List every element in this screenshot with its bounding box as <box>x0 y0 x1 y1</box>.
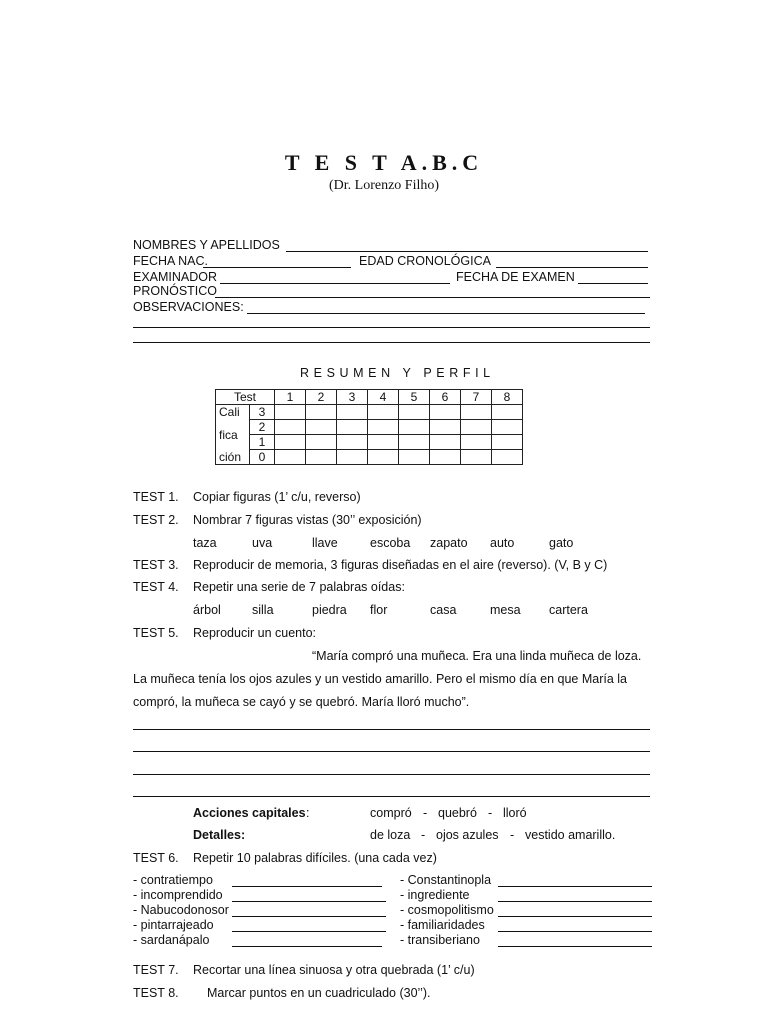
test-5-label: TEST 5. <box>133 626 179 640</box>
score-cell[interactable] <box>461 435 492 450</box>
answer-line[interactable] <box>133 751 650 752</box>
score-row-label: fica <box>216 420 250 450</box>
label-observaciones: OBSERVACIONES: <box>133 300 244 314</box>
answer-line[interactable] <box>232 946 382 947</box>
score-value: 0 <box>250 450 275 465</box>
label-fecha-examen: FECHA DE EXAMEN <box>456 270 575 284</box>
score-cell[interactable] <box>306 450 337 465</box>
test-5-story-line: “María compró una muñeca. Era una linda muñeca de loza. <box>312 649 642 663</box>
score-cell[interactable] <box>430 405 461 420</box>
answer-line[interactable] <box>133 796 650 797</box>
answer-line[interactable] <box>498 946 652 947</box>
test-6-word: - contratiempo <box>133 873 213 887</box>
test-2-word: uva <box>252 536 273 550</box>
answer-line[interactable] <box>498 931 652 932</box>
score-value: 2 <box>250 420 275 435</box>
acciones-separator: - <box>423 806 428 820</box>
score-cell[interactable] <box>492 435 523 450</box>
test-7-label: TEST 7. <box>133 963 179 977</box>
acciones-item: quebró <box>438 806 477 820</box>
score-table-header-test: Test <box>216 390 275 405</box>
score-cell[interactable] <box>368 450 399 465</box>
test-2-word: gato <box>549 536 574 550</box>
score-cell[interactable] <box>430 420 461 435</box>
answer-line[interactable] <box>232 901 386 902</box>
test-6-word: - incomprendido <box>133 888 223 902</box>
label-edad: EDAD CRONOLÓGICA <box>359 254 491 268</box>
detalles-separator: - <box>510 828 515 842</box>
acciones-separator: - <box>488 806 493 820</box>
score-cell[interactable] <box>399 450 430 465</box>
score-value: 1 <box>250 435 275 450</box>
test-1-label: TEST 1. <box>133 490 179 504</box>
score-cell[interactable] <box>306 420 337 435</box>
acciones-colon: : <box>306 806 310 820</box>
score-col-header: 7 <box>461 390 492 405</box>
test-4-word: piedra <box>312 603 347 617</box>
field-observaciones[interactable] <box>247 313 645 314</box>
answer-line[interactable] <box>232 931 386 932</box>
test-4-word: árbol <box>193 603 221 617</box>
answer-line[interactable] <box>232 886 382 887</box>
score-cell[interactable] <box>275 405 306 420</box>
score-cell[interactable] <box>461 450 492 465</box>
score-cell[interactable] <box>337 405 368 420</box>
score-cell[interactable] <box>461 420 492 435</box>
score-cell[interactable] <box>461 405 492 420</box>
test-8-text: Marcar puntos en un cuadriculado (30’’). <box>207 986 431 1000</box>
label-pronostico: PRONÓSTICO <box>133 284 218 298</box>
score-cell[interactable] <box>368 435 399 450</box>
document-title: T E S T A.B.C <box>284 150 484 175</box>
answer-line[interactable] <box>133 729 650 730</box>
score-cell[interactable] <box>337 435 368 450</box>
score-table <box>215 389 523 465</box>
test-2-word: zapato <box>430 536 468 550</box>
score-cell[interactable] <box>368 405 399 420</box>
score-cell[interactable] <box>306 405 337 420</box>
field-pronostico[interactable] <box>215 297 650 298</box>
acciones-label: Acciones capitales <box>193 806 306 820</box>
test-1-text: Copiar figuras (1’ c/u, reverso) <box>193 490 361 504</box>
score-cell[interactable] <box>275 435 306 450</box>
test-4-word: mesa <box>490 603 521 617</box>
test-2-label: TEST 2. <box>133 513 179 527</box>
score-col-header: 2 <box>306 390 337 405</box>
test-4-word: casa <box>430 603 457 617</box>
test-2-word: escoba <box>370 536 411 550</box>
answer-line[interactable] <box>498 886 652 887</box>
test-3-text: Reproducir de memoria, 3 figuras diseñadas en el aire (reverso). (V, B y C) <box>193 558 608 572</box>
answer-line[interactable] <box>232 916 386 917</box>
field-fecha-nac[interactable] <box>203 267 351 268</box>
test-6-label: TEST 6. <box>133 851 179 865</box>
score-row-label: Cali <box>216 405 250 420</box>
test-6-word: - ingrediente <box>400 888 470 902</box>
detalles-separator: - <box>421 828 426 842</box>
detalles-label: Detalles: <box>193 828 246 842</box>
score-cell[interactable] <box>492 405 523 420</box>
test-6-word: - familiaridades <box>400 918 485 932</box>
score-cell[interactable] <box>275 450 306 465</box>
test-4-word: flor <box>370 603 388 617</box>
acciones-item: compró <box>370 806 412 820</box>
test-4-label: TEST 4. <box>133 580 179 594</box>
test-2-word: llave <box>312 536 338 550</box>
field-edad[interactable] <box>496 267 648 268</box>
field-nombres[interactable] <box>286 251 648 252</box>
score-col-header: 3 <box>337 390 368 405</box>
test-7-text: Recortar una línea sinuosa y otra quebrada (1’ c/u) <box>193 963 475 977</box>
test-6-word: - transiberiano <box>400 933 480 947</box>
field-examinador[interactable] <box>220 283 450 284</box>
test-6-text: Repetir 10 palabras difíciles. (una cada vez) <box>193 851 437 865</box>
score-value: 3 <box>250 405 275 420</box>
document-subtitle: (Dr. Lorenzo Filho) <box>328 178 440 193</box>
test-4-word: silla <box>252 603 274 617</box>
field-observaciones-line-2[interactable] <box>133 327 650 328</box>
score-cell[interactable] <box>430 450 461 465</box>
score-row-label: ción <box>216 450 250 465</box>
answer-line[interactable] <box>133 774 650 775</box>
detalles-item: ojos azules <box>436 828 499 842</box>
score-col-header: 4 <box>368 390 399 405</box>
label-examinador: EXAMINADOR <box>133 270 218 284</box>
test-4-text: Repetir una serie de 7 palabras oídas: <box>193 580 405 594</box>
score-cell[interactable] <box>399 405 430 420</box>
field-fecha-examen[interactable] <box>578 283 648 284</box>
score-col-header: 5 <box>399 390 430 405</box>
test-6-word: - Constantinopla <box>400 873 492 887</box>
detalles-item: vestido amarillo. <box>525 828 616 842</box>
test-6-word: - cosmopolitismo <box>400 903 494 917</box>
test-6-word: - pintarrajeado <box>133 918 214 932</box>
test-3-label: TEST 3. <box>133 558 179 572</box>
score-col-header: 8 <box>492 390 523 405</box>
score-cell[interactable] <box>399 420 430 435</box>
score-col-header: 6 <box>430 390 461 405</box>
score-cell[interactable] <box>492 450 523 465</box>
score-cell[interactable] <box>368 420 399 435</box>
test-2-text: Nombrar 7 figuras vistas (30’’ exposición) <box>193 513 422 527</box>
test-6-word: - Nabucodonosor <box>133 903 229 917</box>
acciones-item: lloró <box>503 806 527 820</box>
score-cell[interactable] <box>337 450 368 465</box>
score-col-header: 1 <box>275 390 306 405</box>
test-2-word: auto <box>490 536 515 550</box>
score-cell[interactable] <box>306 435 337 450</box>
label-fecha-nac: FECHA NAC. <box>133 254 209 268</box>
test-2-word: taza <box>193 536 217 550</box>
test-8-label: TEST 8. <box>133 986 179 1000</box>
score-cell[interactable] <box>337 420 368 435</box>
field-observaciones-line-3[interactable] <box>133 342 650 343</box>
label-nombres: NOMBRES Y APELLIDOS <box>133 238 280 252</box>
test-5-story-line: compró, la muñeca se cayó y se quebró. María lloró mucho”. <box>133 695 470 709</box>
test-6-word: - sardanápalo <box>133 933 210 947</box>
score-cell[interactable] <box>492 420 523 435</box>
detalles-item: de loza <box>370 828 411 842</box>
answer-line[interactable] <box>498 916 652 917</box>
test-4-word: cartera <box>549 603 588 617</box>
score-cell[interactable] <box>430 435 461 450</box>
score-cell[interactable] <box>399 435 430 450</box>
resumen-title: RESUMEN Y PERFIL <box>300 366 495 380</box>
answer-line[interactable] <box>498 901 652 902</box>
score-cell[interactable] <box>275 420 306 435</box>
test-5-story-line: La muñeca tenía los ojos azules y un vestido amarillo. Pero el mismo día en que María la <box>133 672 628 686</box>
test-5-text: Reproducir un cuento: <box>193 626 316 640</box>
